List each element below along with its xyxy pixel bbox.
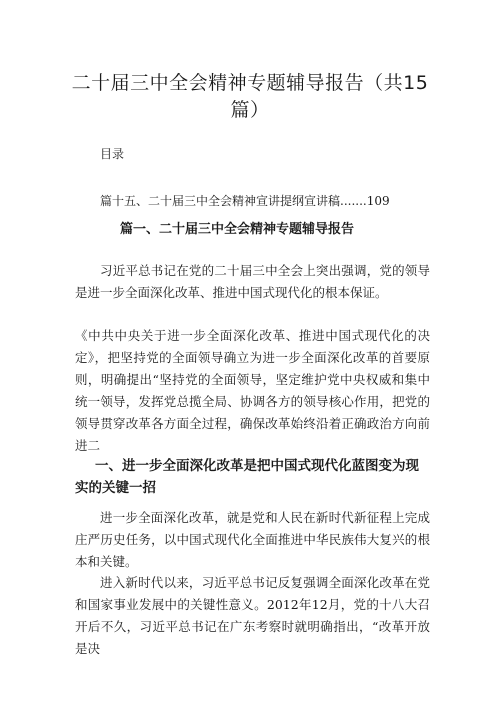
heading-1: 一、进一步全面深化改革是把中国式现代化蓝图变为现实的关键一招: [75, 458, 419, 496]
toc-entry: 篇十五、二十届三中全会精神宣讲提纲宣讲稿.......109: [100, 194, 390, 208]
document-title: 二十届三中全会精神专题辅导报告（共15篇）: [71, 72, 429, 121]
toc-label: 目录: [100, 147, 125, 161]
paragraph-1: 习近平总书记在党的二十届三中全会上突出强调，党的领导是进一步全面深化改革、推进中国式现代化的根本保证。: [75, 263, 430, 300]
paragraph-4: 进入新时代以来，习近平总书记反复强调全面深化改革在党和国家事业发展中的关键性意义。2012年12月，党的十八大召开后不久，习近平总书记在广东考察时就明确指出，“改革开放是决: [75, 575, 430, 656]
paragraph-2: 《中共中央关于进一步全面深化改革、推进中国式现代化的决定》，把坚持党的全面领导确立为进一步全面深化改革的首要原则，明确提出“坚持党的全面领导，坚定维护党中央权威和集中统一领导，发挥党总揽全局、协调各方的领导核心作用，把党的领导贯穿改革各方面全过程，确保改革始终沿着正确政治方向前进二: [75, 328, 430, 453]
section-title: 篇一、二十届三中全会精神专题辅导报告: [120, 222, 355, 237]
paragraph-3: 进一步全面深化改革，就是党和人民在新时代新征程上完成庄严历史任务，以中国式现代化全面推进中华民族伟大复兴的根本和关键。: [75, 510, 430, 569]
